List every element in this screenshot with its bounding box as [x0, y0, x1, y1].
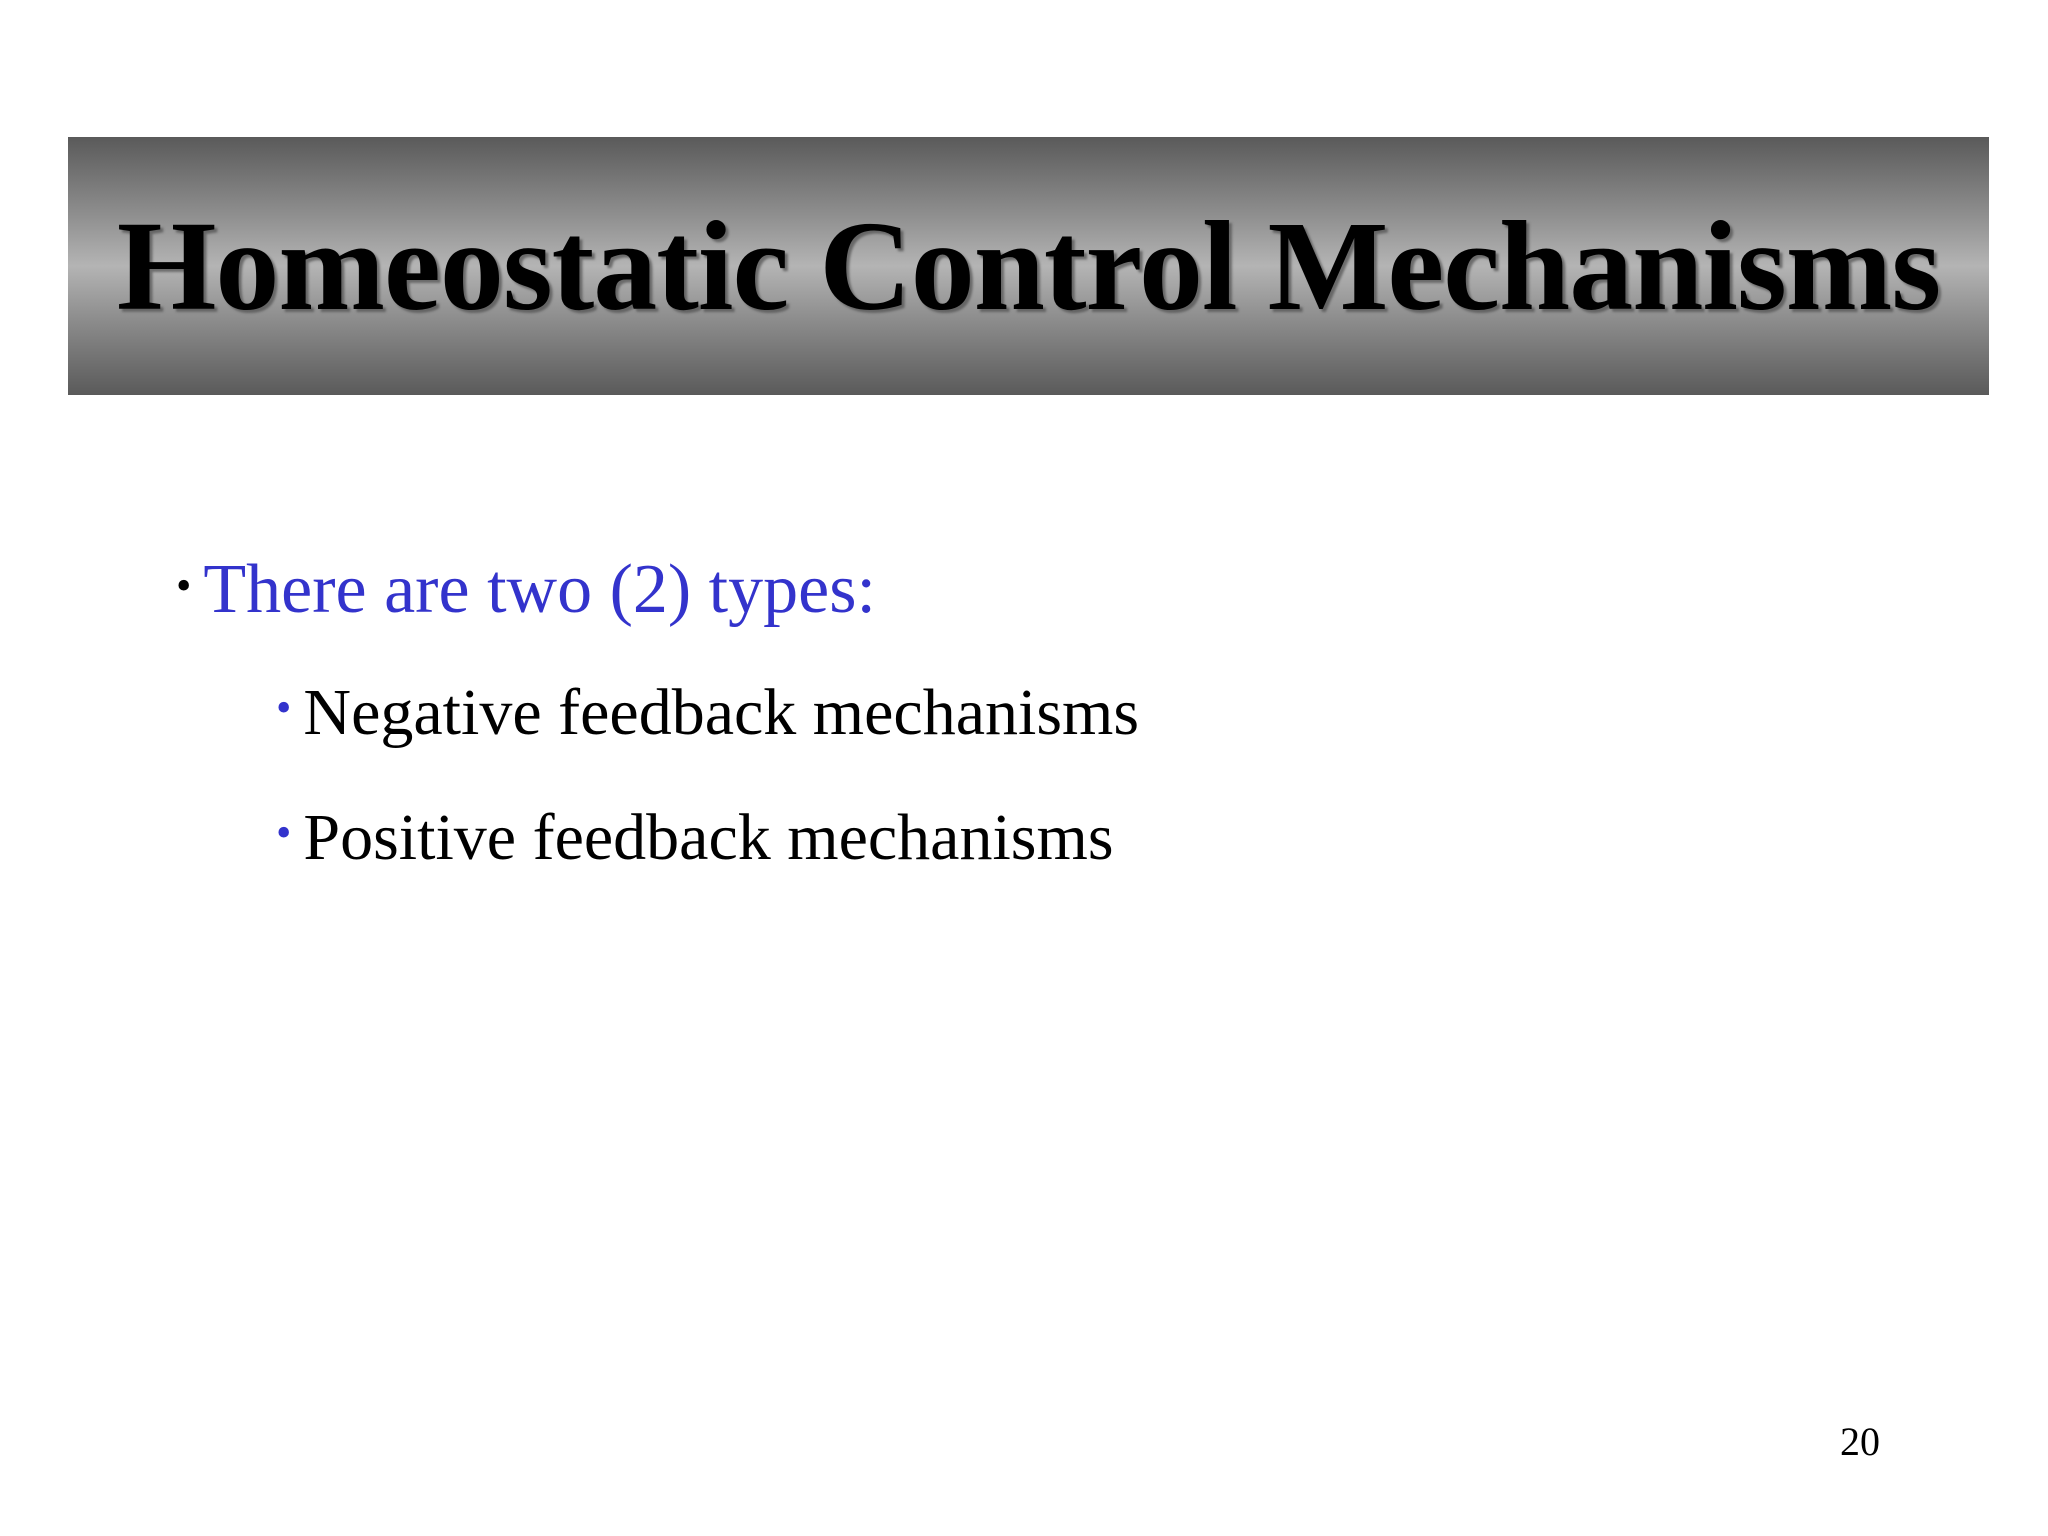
bullet-marker: • [276, 683, 292, 732]
bullet-marker: • [276, 808, 292, 857]
title-banner [68, 137, 1989, 395]
bullet-item-positive-feedback [276, 798, 1114, 877]
bullet-item-negative-feedback [276, 673, 1139, 752]
bullet-text: Negative feedback mechanisms [303, 676, 1140, 749]
bullet-text: Positive feedback mechanisms [303, 801, 1114, 874]
bullet-item-level1 [176, 548, 876, 632]
bullet-text: There are two (2) types: [203, 551, 876, 628]
page-number: 20 [1840, 1419, 1880, 1464]
bullet-marker: • [176, 561, 192, 610]
slide-title: Homeostatic Control Mechanisms [116, 195, 1941, 337]
